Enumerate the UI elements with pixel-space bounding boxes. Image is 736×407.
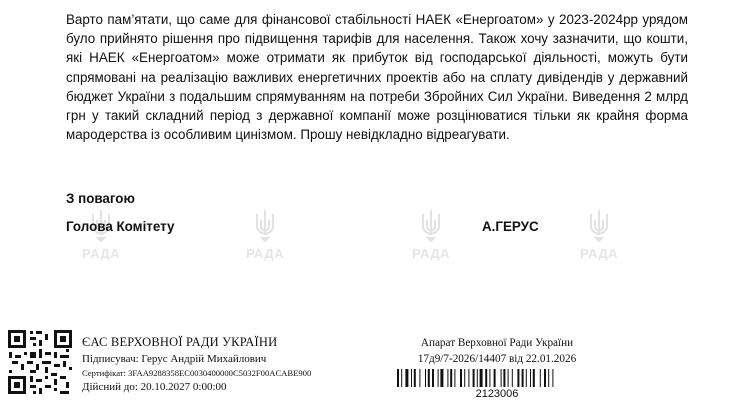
- watermark-rada: [574, 208, 624, 261]
- trident-icon: [254, 208, 276, 242]
- watermark-label: РАДА: [411, 246, 451, 261]
- registration-title: Апарат Верховної Ради України: [420, 337, 574, 349]
- watermark-label: РАДА: [81, 246, 121, 261]
- barcode: [397, 369, 597, 387]
- esig-title: ЄАС ВЕРХОВНОЇ РАДИ УКРАЇНИ: [82, 335, 278, 349]
- watermark-rada: [76, 208, 126, 261]
- watermark-rada: [240, 208, 290, 261]
- registration-number: 17д9/7-2026/14407 від 22.01.2026: [417, 353, 577, 365]
- esig-certificate: Сертифікат: 3FAA9288358EC0030400000C5032F00ACABE900: [82, 368, 312, 378]
- watermark-label: РАДА: [245, 246, 285, 261]
- electronic-signature-block: [82, 335, 311, 393]
- watermark-rada: [406, 208, 456, 261]
- trident-icon: [588, 208, 610, 242]
- trident-icon: [420, 208, 442, 242]
- signer-position: Голова Комітету: [66, 219, 175, 234]
- registration-block: [397, 337, 597, 365]
- watermark-label: РАДА: [579, 246, 619, 261]
- qr-code: [6, 328, 74, 396]
- barcode-number: 2123006: [475, 388, 519, 400]
- closing-regards: З повагою: [66, 191, 135, 206]
- letter-body-paragraph: Варто пам’ятати, що саме для фінансової стабільності НАЕК «Енергоатом» у 2023-2024рр урядом було прийнято рішення про підвищення тарифів для населення. Також хочу зазначити, що кошти, які НАЕК «Енергоатом» може отримати як прибуток від господарської діяльності, можуть бути спрямовані на реалізацію важливих енергетичних проектів або на сплату дивідендів у державний бюджет України з подальшим спрямуванням на потреби Збройних Сил України. Виведення 2 млрд грн у такий складний період з державної компанії може розцінюватися тільки як крайня форма мародерства із особливим цинізмом. Прошу невідкладно відреагувати.: [66, 12, 688, 143]
- esig-signer: Підписувач: Герус Андрій Михайлович: [82, 353, 267, 365]
- signer-name: А.ГЕРУС: [482, 219, 539, 234]
- esig-valid-until: Дійсний до: 20.10.2027 0:00:00: [82, 381, 227, 393]
